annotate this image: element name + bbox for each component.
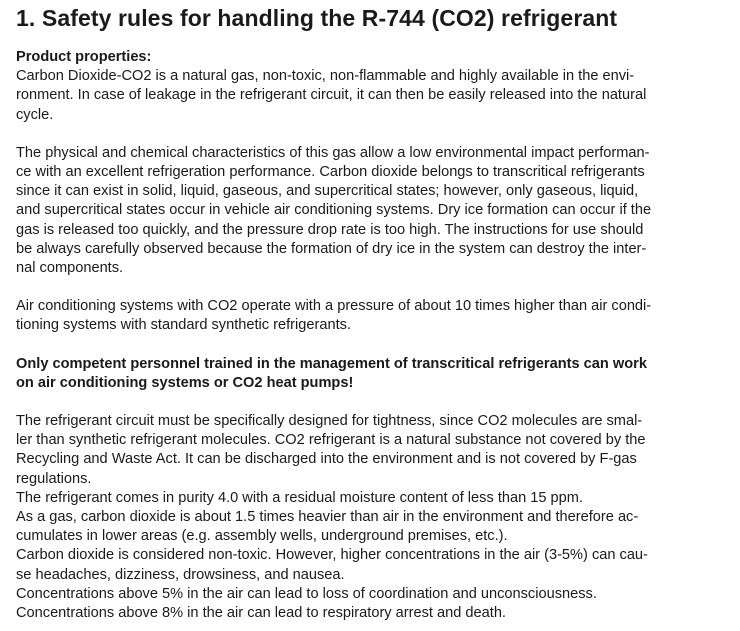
warning-paragraph [16,355,726,393]
spacer [16,336,726,355]
pressure-paragraph [16,297,726,335]
text-line: Carbon dioxide is considered non-toxic. However, higher concentrations in the air (3-5%) can cau- [16,547,648,564]
text-line: Air conditioning systems with CO2 operate with a pressure of about 10 times higher than air condi- [16,298,652,315]
text-line: ler than synthetic refrigerant molecules. CO2 refrigerant is a natural substance not covered by the [16,432,646,449]
warning-line: Only competent personnel trained in the management of transcritical refrigerants can work [16,355,647,372]
text-line: The refrigerant circuit must be specifically designed for tightness, since CO2 molecules are smal- [16,413,643,430]
safety-details-paragraph [16,412,726,623]
text-line: regulations. [16,470,92,487]
text-line: and supercritical states occur in vehicle air conditioning systems. Dry ice formation can occur if the [16,202,652,219]
warning-line: on air conditioning systems or CO2 heat pumps! [16,374,354,391]
spacer [16,278,726,297]
characteristics-paragraph [16,144,726,278]
text-line: se headaches, dizziness, drowsiness, and nausea. [16,566,345,583]
text-line: Carbon Dioxide-CO2 is a natural gas, non-toxic, non-flammable and highly available in the envi- [16,68,635,85]
text-line: ce with an excellent refrigeration performance. Carbon dioxide belongs to transcritical refrigerants [16,164,645,181]
spacer [16,32,726,48]
text-line: As a gas, carbon dioxide is about 1.5 times heavier than air in the environment and therefore ac- [16,509,639,526]
text-line: tioning systems with standard synthetic refrigerants. [16,317,351,334]
page-title: 1. Safety rules for handling the R-744 (CO2) refrigerant [16,5,618,31]
spacer [16,125,726,144]
text-line: The physical and chemical characteristics of this gas allow a low environmental impact performan- [16,144,650,161]
text-line: gas is released too quickly, and the pressure drop rate is too high. The instructions for use should [16,221,644,238]
text-line: cycle. [16,106,54,123]
spacer [16,393,726,412]
text-line: be always carefully observed because the formation of dry ice in the system can destroy the inter- [16,240,647,257]
text-line: cumulates in lower areas (e.g. assembly wells, underground premises, etc.). [16,528,508,545]
text-line: Concentrations above 8% in the air can lead to respiratory arrest and death. [16,605,506,622]
text-line: nal components. [16,260,124,277]
text-line: The refrigerant comes in purity 4.0 with a residual moisture content of less than 15 ppm. [16,489,584,506]
text-line: Concentrations above 5% in the air can lead to loss of coordination and unconsciousness. [16,585,597,602]
text-line: since it can exist in solid, liquid, gaseous, and supercritical states; however, only gaseous, liquid, [16,183,639,200]
text-line: ronment. In case of leakage in the refrigerant circuit, it can then be easily released into the natural [16,87,647,104]
product-properties-section [16,48,726,125]
text-line: Recycling and Waste Act. It can be discharged into the environment and is not covered by F-gas [16,451,637,468]
section-heading: Product properties: [16,49,152,65]
